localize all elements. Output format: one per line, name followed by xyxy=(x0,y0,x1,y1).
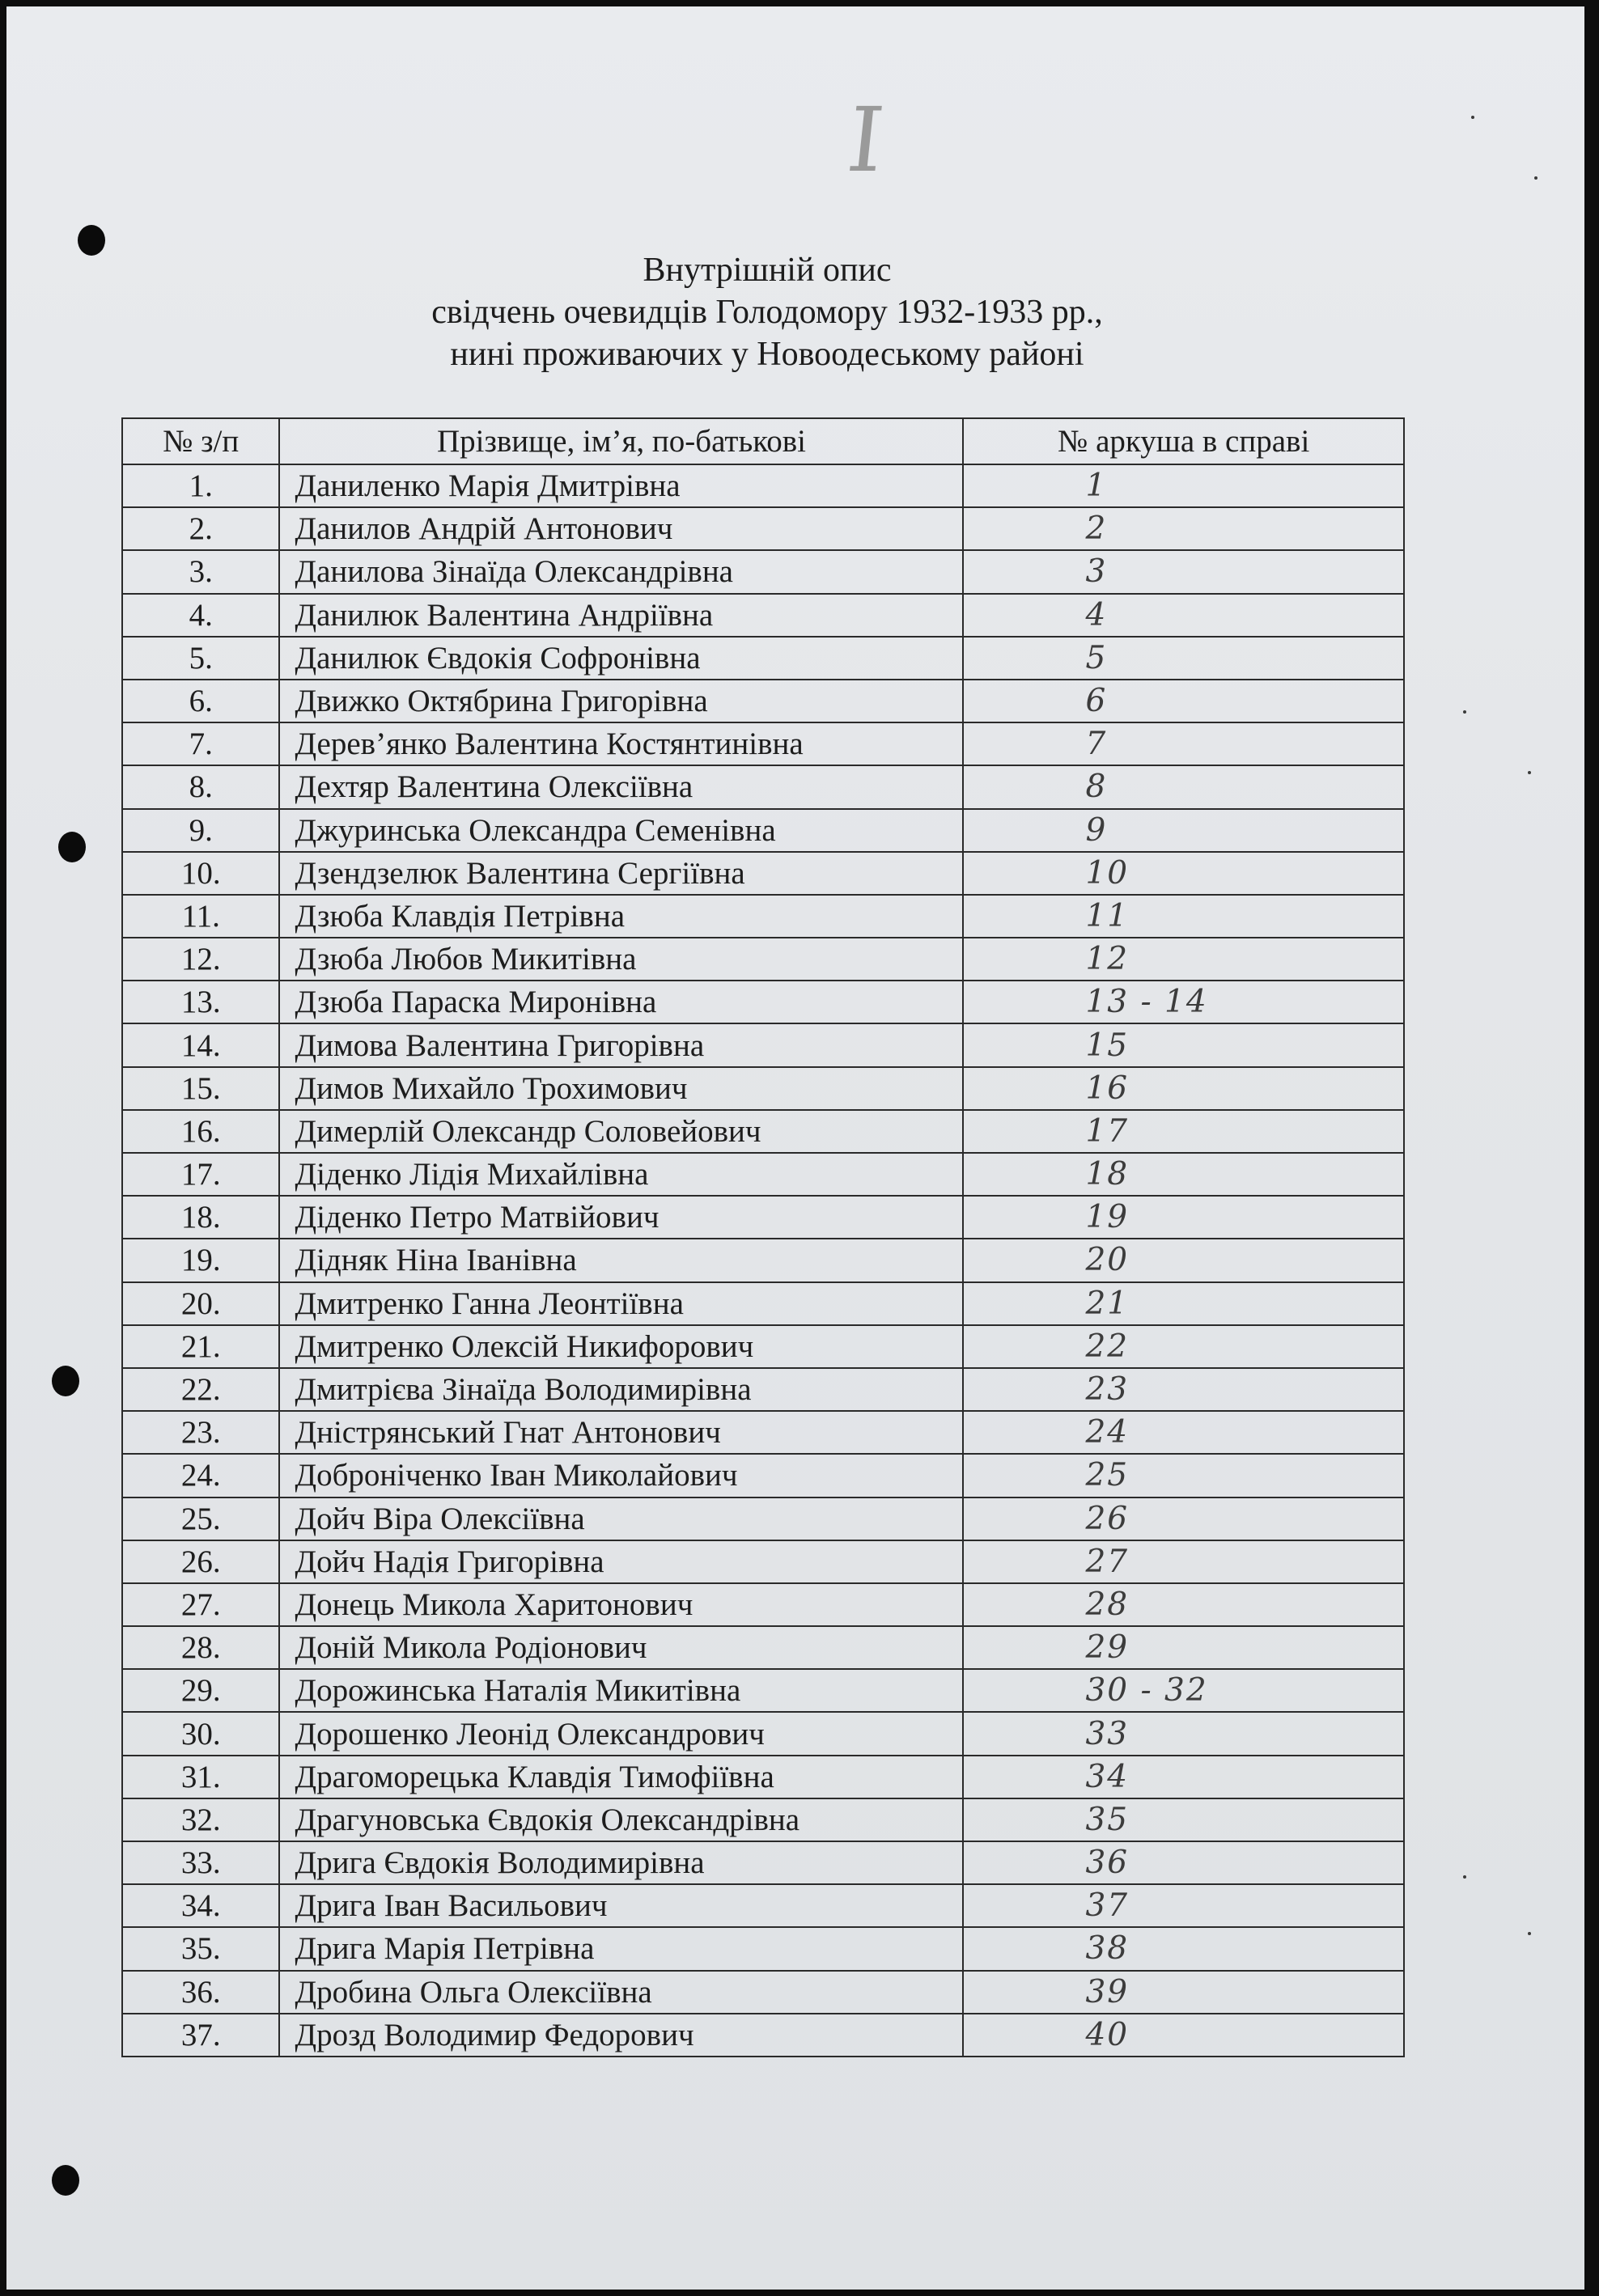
row-number: 5. xyxy=(122,637,279,680)
row-name: Дрига Марія Петрівна xyxy=(279,1927,963,1970)
row-sheet: 1 xyxy=(963,464,1404,507)
row-name: Дойч Віра Олексіївна xyxy=(279,1497,963,1540)
row-number: 27. xyxy=(122,1583,279,1626)
header-name: Прізвище, ім’я, по-батькові xyxy=(279,418,963,464)
row-sheet: 27 xyxy=(963,1540,1404,1583)
table-row xyxy=(122,1454,1404,1497)
table-row xyxy=(122,1153,1404,1196)
row-sheet: 7 xyxy=(963,722,1404,765)
title-line-1: Внутрішній опис xyxy=(643,252,892,289)
row-name: Димов Михайло Трохимович xyxy=(279,1067,963,1110)
row-name: Данилов Андрій Антонович xyxy=(279,507,963,550)
table-row xyxy=(122,1927,1404,1970)
row-name: Діденко Лідія Михайлівна xyxy=(279,1153,963,1196)
table-row xyxy=(122,1626,1404,1669)
row-number: 12. xyxy=(122,938,279,981)
table-row xyxy=(122,1110,1404,1153)
row-number: 37. xyxy=(122,2014,279,2057)
table-row xyxy=(122,594,1404,637)
row-sheet: 22 xyxy=(963,1325,1404,1368)
header-number: № з/п xyxy=(122,418,279,464)
row-number: 2. xyxy=(122,507,279,550)
row-number: 28. xyxy=(122,1626,279,1669)
inventory-table xyxy=(121,417,1405,2057)
table-row xyxy=(122,1411,1404,1454)
table-row xyxy=(122,1756,1404,1798)
row-number: 13. xyxy=(122,981,279,1023)
row-sheet: 6 xyxy=(963,680,1404,722)
row-name: Дмитренко Олексій Никифорович xyxy=(279,1325,963,1368)
row-number: 1. xyxy=(122,464,279,507)
row-name: Дрига Євдокія Володимирівна xyxy=(279,1841,963,1884)
punch-hole-top xyxy=(78,225,105,256)
table-row xyxy=(122,1583,1404,1626)
document-page xyxy=(6,6,1584,2290)
row-number: 30. xyxy=(122,1712,279,1755)
margin-speck xyxy=(1463,710,1466,714)
table-row xyxy=(122,1325,1404,1368)
row-sheet: 23 xyxy=(963,1368,1404,1411)
row-name: Діденко Петро Матвійович xyxy=(279,1196,963,1239)
table-row xyxy=(122,895,1404,938)
row-sheet: 10 xyxy=(963,852,1404,895)
row-sheet: 19 xyxy=(963,1196,1404,1239)
row-number: 35. xyxy=(122,1927,279,1970)
row-sheet: 21 xyxy=(963,1282,1404,1325)
row-sheet: 5 xyxy=(963,637,1404,680)
row-number: 23. xyxy=(122,1411,279,1454)
table-row xyxy=(122,1497,1404,1540)
table-row xyxy=(122,1971,1404,2014)
row-name: Драгуновська Євдокія Олександрівна xyxy=(279,1798,963,1841)
margin-speck xyxy=(1528,771,1531,774)
row-number: 21. xyxy=(122,1325,279,1368)
row-name: Димова Валентина Григорівна xyxy=(279,1023,963,1066)
row-sheet: 9 xyxy=(963,809,1404,852)
punch-hole-lower-middle xyxy=(52,1366,79,1396)
row-sheet: 18 xyxy=(963,1153,1404,1196)
table-row xyxy=(122,1239,1404,1281)
table-row xyxy=(122,1798,1404,1841)
row-number: 4. xyxy=(122,594,279,637)
row-name: Джуринська Олександра Семенівна xyxy=(279,809,963,852)
row-name: Доній Микола Родіонович xyxy=(279,1626,963,1669)
row-name: Дорошенко Леонід Олександрович xyxy=(279,1712,963,1755)
row-sheet: 39 xyxy=(963,1971,1404,2014)
table-row xyxy=(122,1368,1404,1411)
table-row xyxy=(122,1669,1404,1712)
row-number: 25. xyxy=(122,1497,279,1540)
table-row xyxy=(122,1841,1404,1884)
table-row xyxy=(122,809,1404,852)
row-name: Димерлій Олександр Соловейович xyxy=(279,1110,963,1153)
row-name: Дністрянський Гнат Антонович xyxy=(279,1411,963,1454)
document-title xyxy=(249,249,1285,375)
row-number: 22. xyxy=(122,1368,279,1411)
row-number: 33. xyxy=(122,1841,279,1884)
row-number: 32. xyxy=(122,1798,279,1841)
volume-mark: I xyxy=(842,88,889,192)
punch-hole-bottom xyxy=(52,2165,79,2196)
table-row xyxy=(122,1540,1404,1583)
table-row xyxy=(122,1282,1404,1325)
table-row xyxy=(122,2014,1404,2057)
row-name: Даниленко Марія Дмитрівна xyxy=(279,464,963,507)
row-name: Дмитренко Ганна Леонтіївна xyxy=(279,1282,963,1325)
row-sheet: 24 xyxy=(963,1411,1404,1454)
row-sheet: 13 - 14 xyxy=(963,981,1404,1023)
row-sheet: 30 - 32 xyxy=(963,1669,1404,1712)
table-row xyxy=(122,1712,1404,1755)
row-sheet: 16 xyxy=(963,1067,1404,1110)
row-name: Дрозд Володимир Федорович xyxy=(279,2014,963,2057)
row-sheet: 3 xyxy=(963,550,1404,593)
row-sheet: 26 xyxy=(963,1497,1404,1540)
row-name: Дехтяр Валентина Олексіївна xyxy=(279,765,963,808)
row-name: Дідняк Ніна Іванівна xyxy=(279,1239,963,1281)
table-row xyxy=(122,680,1404,722)
row-number: 7. xyxy=(122,722,279,765)
margin-speck xyxy=(1534,176,1538,180)
row-number: 26. xyxy=(122,1540,279,1583)
row-name: Дорожинська Наталія Микитівна xyxy=(279,1669,963,1712)
row-name: Дрига Іван Васильович xyxy=(279,1884,963,1927)
row-name: Дойч Надія Григорівна xyxy=(279,1540,963,1583)
row-sheet: 36 xyxy=(963,1841,1404,1884)
table-row xyxy=(122,765,1404,808)
row-sheet: 29 xyxy=(963,1626,1404,1669)
row-sheet: 2 xyxy=(963,507,1404,550)
table-row xyxy=(122,637,1404,680)
row-sheet: 25 xyxy=(963,1454,1404,1497)
row-sheet: 33 xyxy=(963,1712,1404,1755)
row-sheet: 28 xyxy=(963,1583,1404,1626)
table-row xyxy=(122,1067,1404,1110)
table-row xyxy=(122,550,1404,593)
row-sheet: 12 xyxy=(963,938,1404,981)
row-name: Дерев’янко Валентина Костянтинівна xyxy=(279,722,963,765)
header-sheet: № аркуша в справі xyxy=(963,418,1404,464)
row-number: 18. xyxy=(122,1196,279,1239)
row-sheet: 20 xyxy=(963,1239,1404,1281)
row-name: Данилюк Валентина Андріївна xyxy=(279,594,963,637)
title-line-2: свідчень очевидців Голодомору 1932-1933 рр., xyxy=(431,294,1103,331)
row-number: 29. xyxy=(122,1669,279,1712)
row-number: 19. xyxy=(122,1239,279,1281)
row-sheet: 4 xyxy=(963,594,1404,637)
row-number: 36. xyxy=(122,1971,279,2014)
row-sheet: 38 xyxy=(963,1927,1404,1970)
row-sheet: 40 xyxy=(963,2014,1404,2057)
row-name: Дзюба Клавдія Петрівна xyxy=(279,895,963,938)
row-number: 24. xyxy=(122,1454,279,1497)
row-number: 3. xyxy=(122,550,279,593)
row-name: Доброніченко Іван Миколайович xyxy=(279,1454,963,1497)
row-number: 17. xyxy=(122,1153,279,1196)
row-sheet: 17 xyxy=(963,1110,1404,1153)
row-sheet: 15 xyxy=(963,1023,1404,1066)
margin-speck xyxy=(1463,1875,1466,1879)
row-name: Драгоморецька Клавдія Тимофіївна xyxy=(279,1756,963,1798)
row-sheet: 34 xyxy=(963,1756,1404,1798)
row-sheet: 35 xyxy=(963,1798,1404,1841)
table-row xyxy=(122,938,1404,981)
row-number: 15. xyxy=(122,1067,279,1110)
row-name: Дзендзелюк Валентина Сергіївна xyxy=(279,852,963,895)
row-sheet: 11 xyxy=(963,895,1404,938)
row-name: Движко Октябрина Григорівна xyxy=(279,680,963,722)
margin-speck xyxy=(1471,116,1474,119)
row-name: Донець Микола Харитонович xyxy=(279,1583,963,1626)
row-name: Дробина Ольга Олексіївна xyxy=(279,1971,963,2014)
row-number: 11. xyxy=(122,895,279,938)
margin-speck xyxy=(1528,1932,1531,1935)
row-sheet: 8 xyxy=(963,765,1404,808)
row-name: Данилова Зінаїда Олександрівна xyxy=(279,550,963,593)
row-number: 6. xyxy=(122,680,279,722)
row-name: Дмитрієва Зінаїда Володимирівна xyxy=(279,1368,963,1411)
row-number: 34. xyxy=(122,1884,279,1927)
row-name: Данилюк Євдокія Софронівна xyxy=(279,637,963,680)
table-row xyxy=(122,722,1404,765)
table-row xyxy=(122,1884,1404,1927)
punch-hole-upper-middle xyxy=(58,832,86,862)
table-row xyxy=(122,464,1404,507)
table-header-row xyxy=(122,418,1404,464)
row-number: 31. xyxy=(122,1756,279,1798)
row-name: Дзюба Параска Миронівна xyxy=(279,981,963,1023)
table-row xyxy=(122,507,1404,550)
row-sheet: 37 xyxy=(963,1884,1404,1927)
table-row xyxy=(122,1023,1404,1066)
row-number: 8. xyxy=(122,765,279,808)
row-name: Дзюба Любов Микитівна xyxy=(279,938,963,981)
table-row xyxy=(122,1196,1404,1239)
table-row xyxy=(122,852,1404,895)
row-number: 16. xyxy=(122,1110,279,1153)
row-number: 20. xyxy=(122,1282,279,1325)
table-row xyxy=(122,981,1404,1023)
row-number: 14. xyxy=(122,1023,279,1066)
title-line-3: нині проживаючих у Новоодеському районі xyxy=(450,336,1084,373)
row-number: 9. xyxy=(122,809,279,852)
row-number: 10. xyxy=(122,852,279,895)
